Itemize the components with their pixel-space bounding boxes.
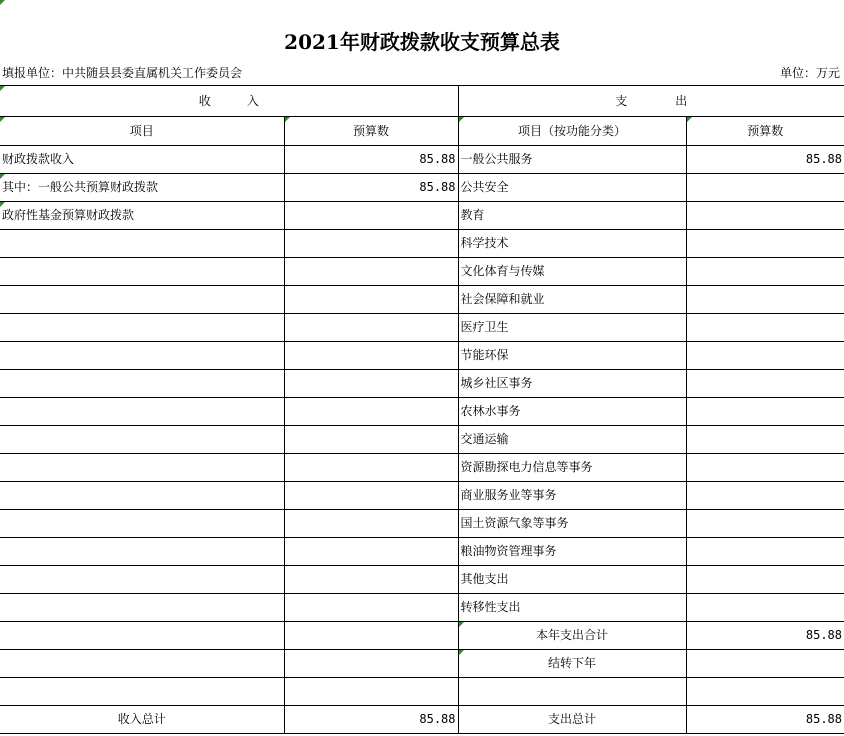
income-value-cell xyxy=(284,342,458,370)
expense-item-header: 项目（按功能分类） xyxy=(458,117,686,146)
expense-item-cell: 一般公共服务 xyxy=(458,146,686,174)
income-total-label: 收入总计 xyxy=(0,706,284,734)
expense-total-label: 支出总计 xyxy=(458,706,686,734)
income-item-cell xyxy=(0,398,284,426)
table-row xyxy=(0,398,844,426)
income-value-cell xyxy=(284,370,458,398)
year-expense-total-label: 本年支出合计 xyxy=(458,622,686,650)
income-value-cell xyxy=(284,622,458,650)
reporting-unit: 填报单位：中共随县县委直属机关工作委员会 xyxy=(2,66,243,80)
table-row xyxy=(0,510,844,538)
income-item-cell: 财政拨款收入 xyxy=(0,146,284,174)
income-value-cell xyxy=(284,202,458,230)
header-row-sections xyxy=(0,86,844,117)
carry-over-value xyxy=(686,650,844,678)
expense-item-cell: 社会保障和就业 xyxy=(458,286,686,314)
budget-table xyxy=(0,85,844,734)
income-item-cell xyxy=(0,286,284,314)
table-row xyxy=(0,482,844,510)
expense-value-cell xyxy=(686,538,844,566)
table-row xyxy=(0,678,844,706)
expense-item-cell: 教育 xyxy=(458,202,686,230)
income-value-cell xyxy=(284,482,458,510)
income-item-cell xyxy=(0,594,284,622)
blank-label xyxy=(458,678,686,706)
income-value-cell xyxy=(284,314,458,342)
table-row xyxy=(0,538,844,566)
table-row xyxy=(0,650,844,678)
income-value-cell: 85.88 xyxy=(284,146,458,174)
table-row xyxy=(0,342,844,370)
expense-value-cell xyxy=(686,342,844,370)
expense-value-cell xyxy=(686,510,844,538)
table-row xyxy=(0,286,844,314)
expense-value-cell: 85.88 xyxy=(686,146,844,174)
expense-value-cell xyxy=(686,594,844,622)
income-item-cell xyxy=(0,482,284,510)
income-item-cell xyxy=(0,426,284,454)
income-total-value: 85.88 xyxy=(284,706,458,734)
expense-item-cell: 科学技术 xyxy=(458,230,686,258)
expense-item-cell: 资源勘探电力信息等事务 xyxy=(458,454,686,482)
income-item-cell xyxy=(0,650,284,678)
expense-value-cell xyxy=(686,454,844,482)
income-item-cell xyxy=(0,454,284,482)
income-value-cell xyxy=(284,678,458,706)
table-row xyxy=(0,230,844,258)
income-value-cell xyxy=(284,538,458,566)
income-value-cell xyxy=(284,566,458,594)
income-item-cell xyxy=(0,566,284,594)
expense-item-cell: 城乡社区事务 xyxy=(458,370,686,398)
expense-value-cell xyxy=(686,426,844,454)
expense-item-cell: 其他支出 xyxy=(458,566,686,594)
income-item-header: 项目 xyxy=(0,117,284,146)
expense-value-cell xyxy=(686,286,844,314)
expense-item-cell: 文化体育与传媒 xyxy=(458,258,686,286)
totals-row xyxy=(0,706,844,734)
table-row xyxy=(0,258,844,286)
expense-value-cell xyxy=(686,230,844,258)
table-row xyxy=(0,566,844,594)
income-value-cell xyxy=(284,258,458,286)
income-value-cell xyxy=(284,286,458,314)
income-section-header: 收 入 xyxy=(0,86,458,117)
currency-unit: 单位：万元 xyxy=(779,66,840,80)
expense-item-cell: 粮油物资管理事务 xyxy=(458,538,686,566)
expense-value-cell xyxy=(686,314,844,342)
income-item-cell xyxy=(0,538,284,566)
expense-value-cell xyxy=(686,258,844,286)
income-value-cell xyxy=(284,650,458,678)
expense-value-cell xyxy=(686,202,844,230)
table-row xyxy=(0,146,844,174)
income-item-cell xyxy=(0,314,284,342)
expense-section-header: 支 出 xyxy=(458,86,844,117)
expense-budget-header: 预算数 xyxy=(686,117,844,146)
expense-value-cell xyxy=(686,174,844,202)
expense-value-cell xyxy=(686,398,844,426)
table-row xyxy=(0,454,844,482)
expense-item-cell: 国土资源气象等事务 xyxy=(458,510,686,538)
income-item-cell: 其中：一般公共预算财政拨款 xyxy=(0,174,284,202)
table-row xyxy=(0,314,844,342)
year-expense-total-value: 85.88 xyxy=(686,622,844,650)
income-value-cell xyxy=(284,398,458,426)
table-row xyxy=(0,594,844,622)
income-item-cell xyxy=(0,678,284,706)
expense-value-cell xyxy=(686,370,844,398)
income-value-cell xyxy=(284,230,458,258)
income-value-cell xyxy=(284,454,458,482)
expense-item-cell: 公共安全 xyxy=(458,174,686,202)
table-row xyxy=(0,622,844,650)
income-value-cell xyxy=(284,594,458,622)
income-value-cell: 85.88 xyxy=(284,174,458,202)
table-row xyxy=(0,426,844,454)
cell-marker xyxy=(0,0,5,5)
carry-over-label: 结转下年 xyxy=(458,650,686,678)
blank-value xyxy=(686,678,844,706)
income-item-cell xyxy=(0,342,284,370)
income-item-cell xyxy=(0,622,284,650)
expense-value-cell xyxy=(686,566,844,594)
income-budget-header: 预算数 xyxy=(284,117,458,146)
income-item-cell: 政府性基金预算财政拨款 xyxy=(0,202,284,230)
income-value-cell xyxy=(284,426,458,454)
table-row xyxy=(0,370,844,398)
income-item-cell xyxy=(0,510,284,538)
income-item-cell xyxy=(0,230,284,258)
income-value-cell xyxy=(284,510,458,538)
expense-value-cell xyxy=(686,482,844,510)
expense-item-cell: 医疗卫生 xyxy=(458,314,686,342)
expense-item-cell: 商业服务业等事务 xyxy=(458,482,686,510)
expense-item-cell: 节能环保 xyxy=(458,342,686,370)
table-row xyxy=(0,174,844,202)
page-title: 2021年财政拨款收支预算总表 xyxy=(284,30,560,54)
expense-total-value: 85.88 xyxy=(686,706,844,734)
header-row-columns xyxy=(0,117,844,146)
expense-item-cell: 转移性支出 xyxy=(458,594,686,622)
income-item-cell xyxy=(0,370,284,398)
income-item-cell xyxy=(0,258,284,286)
expense-item-cell: 交通运输 xyxy=(458,426,686,454)
expense-item-cell: 农林水事务 xyxy=(458,398,686,426)
table-row xyxy=(0,202,844,230)
